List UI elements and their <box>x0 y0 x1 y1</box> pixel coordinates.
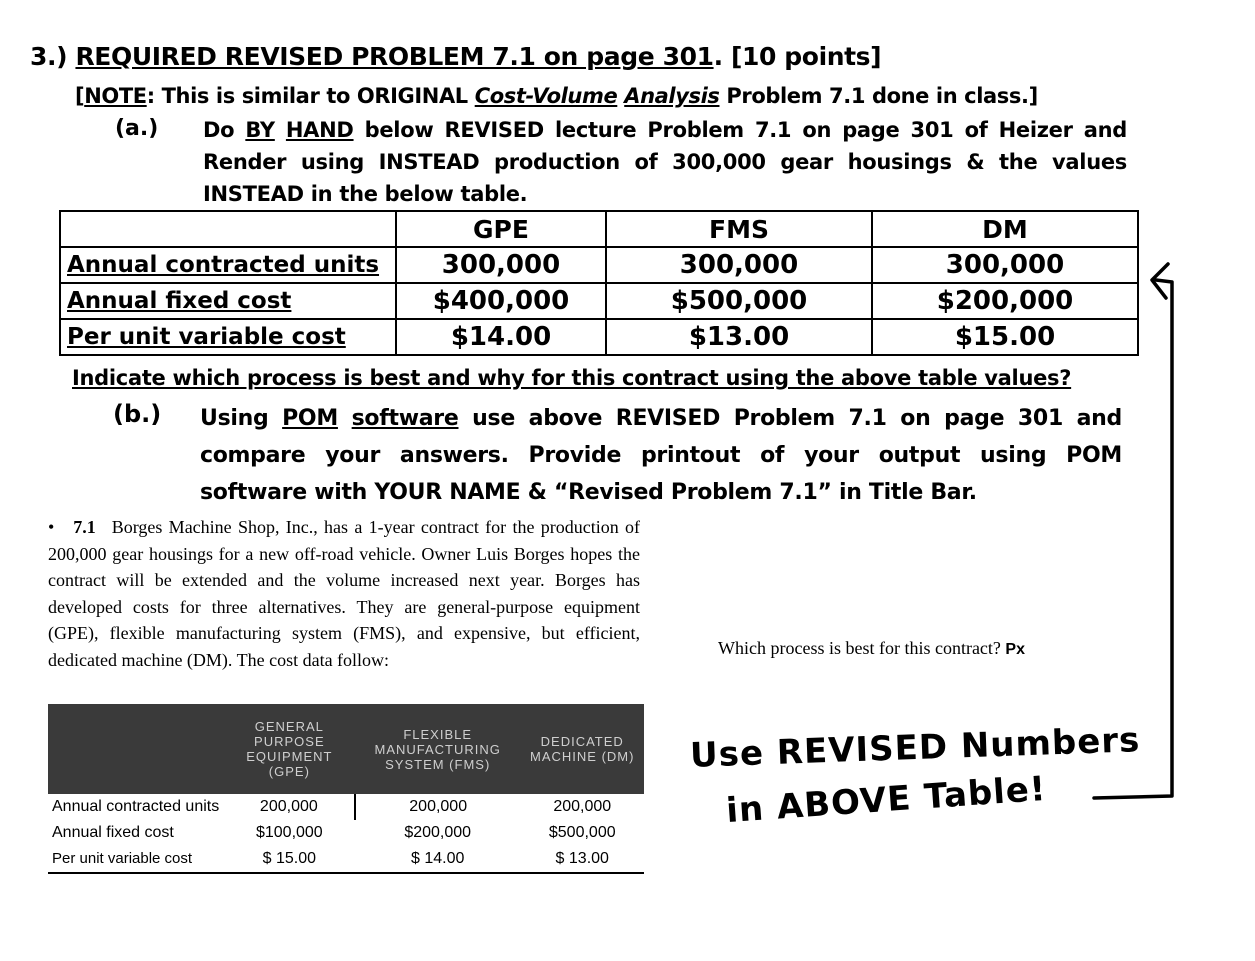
textbook-header-fms: FLEXIBLE MANUFACTURING SYSTEM (FMS) <box>355 704 521 794</box>
table-cell: 200,000 <box>553 798 612 815</box>
part-a-by: BY <box>245 118 275 142</box>
table-cell: $500,000 <box>548 824 616 841</box>
textbook-header-dm: DEDICATED MACHINE (DM) <box>520 704 644 794</box>
problem-title: REQUIRED REVISED PROBLEM 7.1 on page 301 <box>75 42 714 71</box>
part-b-pom: POM <box>282 406 338 431</box>
problem-points: . [10 points] <box>713 42 882 71</box>
table-row <box>60 247 1138 283</box>
textbook-cost-table <box>48 704 644 874</box>
table-row <box>60 283 1138 319</box>
table-cell: $ 15.00 <box>224 846 355 873</box>
row-label: Annual fixed cost <box>52 824 174 841</box>
table-cell: $200,000 <box>872 283 1138 319</box>
problem-number: 3.) <box>30 42 68 71</box>
table-cell: $15.00 <box>872 319 1138 355</box>
part-a-text-1: Do <box>203 118 246 142</box>
table-row <box>48 820 644 846</box>
textbook-table-corner <box>48 704 224 794</box>
bullet: • <box>48 517 55 537</box>
revised-header-fms: FMS <box>606 211 872 247</box>
note-line: [NOTE: This is similar to ORIGINAL Cost-Volume Analysis Problem 7.1 done in class.] <box>75 84 1038 108</box>
table-cell: $400,000 <box>396 283 606 319</box>
table-cell: $14.00 <box>396 319 606 355</box>
note-text-1: : This is similar to ORIGINAL <box>146 84 475 108</box>
part-b-text <box>200 400 1122 511</box>
part-b-text-1: Using <box>200 406 283 431</box>
row-label: Annual fixed cost <box>60 283 396 319</box>
px-marker: Px <box>1005 641 1025 658</box>
textbook-header-gpe: GENERAL PURPOSE EQUIPMENT (GPE) <box>224 704 355 794</box>
handwritten-note-line-2: in ABOVE Table! <box>724 768 1048 832</box>
part-b-text-2: use above REVISED Problem 7.1 on page 301 and compare your answers. Provide printout of your output using POM software with YOUR NAME & “Revised Problem 7.1” in Title Bar. <box>200 406 1122 505</box>
handwritten-arrow <box>1080 250 1190 810</box>
textbook-problem-number: 7.1 <box>73 517 96 537</box>
row-label: Per unit variable cost <box>48 846 224 873</box>
part-a-hand: HAND <box>285 118 354 142</box>
table-cell: $200,000 <box>404 824 472 841</box>
table-cell: $ 13.00 <box>520 846 644 873</box>
indicate-question: Indicate which process is best and why for this contract using the above table values? <box>72 366 1072 390</box>
revised-header-dm: DM <box>872 211 1138 247</box>
textbook-question <box>718 638 1025 659</box>
table-cell: $500,000 <box>606 283 872 319</box>
row-label: Annual contracted units <box>52 798 220 815</box>
part-b-label: (b.) <box>113 400 162 428</box>
textbook-problem-text: Borges Machine Shop, Inc., has a 1-year contract for the production of 200,000 gear housings for a new off-road vehicle. Owner Luis Borges hopes the contract will be extended and the volume increased next year. Borges has developed costs for three alternatives. They are general-purpose equipment (GPE), flexible manufacturing system (FMS), and expensive, but efficient, dedicated machine (DM). The cost data follow: <box>48 517 641 670</box>
table-cell: $ 14.00 <box>355 846 521 873</box>
table-cell: 200,000 <box>224 794 355 820</box>
row-label: Annual contracted units <box>60 247 396 283</box>
revised-table-corner <box>60 211 396 247</box>
note-label: NOTE <box>84 84 147 108</box>
table-cell: 200,000 <box>409 798 468 815</box>
table-cell: 300,000 <box>606 247 872 283</box>
part-a-text <box>203 114 1127 210</box>
problem-header <box>30 42 881 71</box>
part-a-text-2: below REVISED lecture Problem 7.1 on page 301 of Heizer and Render using INSTEAD production of 300,000 gear housings & the values INSTEAD in the below table. <box>203 118 1127 206</box>
table-cell: $13.00 <box>606 319 872 355</box>
textbook-question-text: Which process is best for this contract? <box>718 638 1001 658</box>
table-cell: $100,000 <box>255 824 323 841</box>
note-analysis: Analysis <box>624 84 720 108</box>
table-row <box>48 794 644 820</box>
note-text-2: Problem 7.1 done in class.] <box>719 84 1038 108</box>
table-cell: 300,000 <box>872 247 1138 283</box>
textbook-excerpt <box>48 514 640 673</box>
table-cell: 300,000 <box>396 247 606 283</box>
part-b-software: software <box>351 406 459 431</box>
handwritten-note-line-1: Use REVISED Numbers <box>689 720 1141 776</box>
table-row <box>60 319 1138 355</box>
row-label: Per unit variable cost <box>60 319 396 355</box>
revised-header-gpe: GPE <box>396 211 606 247</box>
table-row <box>48 846 644 873</box>
part-a-label: (a.) <box>115 116 159 141</box>
revised-cost-table <box>59 210 1139 356</box>
note-cost-volume: Cost-Volume <box>474 84 618 108</box>
